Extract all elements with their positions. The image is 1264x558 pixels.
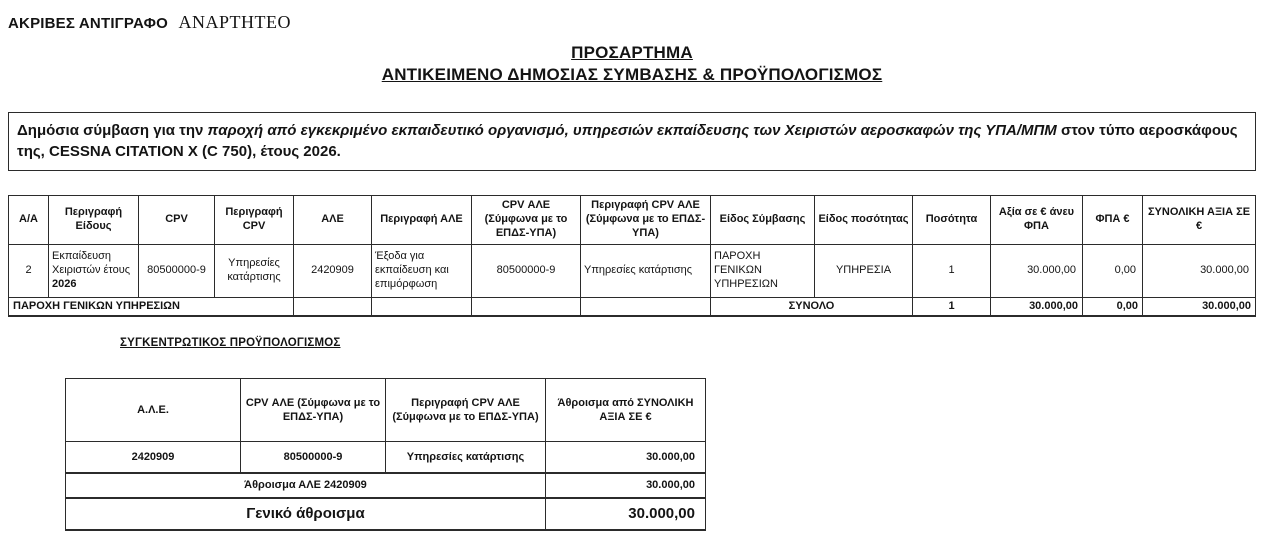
cell-vat: 0,00 — [1083, 245, 1143, 298]
summary-grand-total-amount: 30.000,00 — [546, 498, 706, 530]
cell-ale-description: Έξοδα για εκπαίδευση και επιμόρφωση — [372, 245, 472, 298]
table-total-row — [9, 298, 1256, 317]
contract-text-end: στον τύπο αεροσκάφους της, CESSNA CITATION X (C 750), έτους 2026. — [17, 122, 1238, 160]
exact-copy-stamp: ΑΚΡΙΒΕΣ ΑΝΤΙΓΡΑΦΟ — [8, 15, 168, 32]
total-row-value-ex-vat: 30.000,00 — [991, 298, 1083, 317]
document-title: ΠΡΟΣΑΡΤΗΜΑ — [571, 43, 693, 62]
col-header-quantity: Ποσότητα — [913, 196, 991, 245]
cell-contract-type: ΠΑΡΟΧΗ ΓΕΝΙΚΩΝ ΥΠΗΡΕΣΙΩΝ — [711, 245, 815, 298]
total-row-total-value: 30.000,00 — [1143, 298, 1256, 317]
cell-value-ex-vat: 30.000,00 — [991, 245, 1083, 298]
summary-col-header-cpv-ale: CPV ΑΛΕ (Σύμφωνα με το ΕΠΔΣ-ΥΠΑ) — [241, 379, 386, 442]
col-header-vat: ΦΠΑ € — [1083, 196, 1143, 245]
summary-col-header-total-amount: Άθροισμα από ΣΥΝΟΛΙΚΗ ΑΞΙΑ ΣΕ € — [546, 379, 706, 442]
document-titles — [0, 42, 1264, 86]
cell-ale: 2420909 — [294, 245, 372, 298]
total-row-empty-cpv-ale — [472, 298, 581, 317]
cell-cpv-description: Υπηρεσίες κατάρτισης — [215, 245, 294, 298]
total-row-empty-ale — [294, 298, 372, 317]
col-header-cpv-ale-description: Περιγραφή CPV ΑΛΕ (Σύμφωνα με το ΕΠΔΣ-ΥΠΑ) — [581, 196, 711, 245]
summary-grand-total-row — [66, 498, 706, 530]
total-row-vat: 0,00 — [1083, 298, 1143, 317]
summary-cell-cpv-ale-description: Υπηρεσίες κατάρτισης — [386, 442, 546, 474]
summary-data-row — [66, 442, 706, 474]
summary-subtotal-label: Άθροισμα ΑΛΕ 2420909 — [66, 473, 546, 498]
total-row-sum-label: ΣΥΝΟΛΟ — [711, 298, 913, 317]
contract-text-italic: παροχή από εγκεκριμένο εκπαιδευτικό οργανισμό, υπηρεσιών εκπαίδευσης των Χειριστών αεροσκαφών της ΥΠΑ/ΜΠΜ — [207, 122, 1057, 139]
col-header-quantity-type: Είδος ποσότητας — [815, 196, 913, 245]
document-subtitle: ΑΝΤΙΚΕΙΜΕΝΟ ΔΗΜΟΣΙΑΣ ΣΥΜΒΑΣΗΣ & ΠΡΟΫΠΟΛΟΓΙΣΜΟΣ — [381, 65, 883, 84]
summary-col-header-ale: Α.Λ.Ε. — [66, 379, 241, 442]
summary-grand-total-label: Γενικό άθροισμα — [66, 498, 546, 530]
summary-subtotal-row — [66, 473, 706, 498]
summary-subtotal-amount: 30.000,00 — [546, 473, 706, 498]
summary-budget-title: ΣΥΓΚΕΝΤΡΩΤΙΚΟΣ ΠΡΟΫΠΟΛΟΓΙΣΜΟΣ — [120, 337, 341, 349]
main-table-header-row — [9, 196, 1256, 245]
col-header-ale-description: Περιγραφή ΑΛΕ — [372, 196, 472, 245]
total-row-category-label: ΠΑΡΟΧΗ ΓΕΝΙΚΩΝ ΥΠΗΡΕΣΙΩΝ — [9, 298, 294, 317]
col-header-cpv-description: Περιγραφή CPV — [215, 196, 294, 245]
col-header-total-value: ΣΥΝΟΛΙΚΗ ΑΞΙΑ ΣΕ € — [1143, 196, 1256, 245]
total-row-quantity: 1 — [913, 298, 991, 317]
summary-cell-cpv-ale: 80500000-9 — [241, 442, 386, 474]
cell-cpv-ale-description: Υπηρεσίες κατάρτισης — [581, 245, 711, 298]
table-row — [9, 245, 1256, 298]
contract-items-table — [8, 195, 1256, 317]
cell-quantity-type: ΥΠΗΡΕΣΙΑ — [815, 245, 913, 298]
col-header-item-description: Περιγραφή Είδους — [49, 196, 139, 245]
total-row-empty-cpv-ale-desc — [581, 298, 711, 317]
summary-cell-ale: 2420909 — [66, 442, 241, 474]
col-header-cpv-ale: CPV ΑΛΕ (Σύμφωνα με το ΕΠΔΣ-ΥΠΑ) — [472, 196, 581, 245]
item-description-year: 2026 — [52, 277, 77, 290]
cell-quantity: 1 — [913, 245, 991, 298]
cell-cpv-ale: 80500000-9 — [472, 245, 581, 298]
summary-col-header-cpv-ale-description: Περιγραφή CPV ΑΛΕ (Σύμφωνα με το ΕΠΔΣ-ΥΠΑ) — [386, 379, 546, 442]
col-header-aa: Α/Α — [9, 196, 49, 245]
copy-stamp — [8, 12, 291, 33]
contract-text-start: Δημόσια σύμβαση για την — [17, 122, 208, 139]
item-description-text: Εκπαίδευση Χειριστών έτους — [52, 250, 131, 277]
col-header-cpv: CPV — [139, 196, 215, 245]
col-header-value-ex-vat: Αξία σε € άνευ ΦΠΑ — [991, 196, 1083, 245]
cell-total-value: 30.000,00 — [1143, 245, 1256, 298]
col-header-ale: ΑΛΕ — [294, 196, 372, 245]
contract-description-box — [8, 112, 1256, 171]
summary-cell-amount: 30.000,00 — [546, 442, 706, 474]
summary-budget-table — [65, 378, 706, 531]
cell-cpv: 80500000-9 — [139, 245, 215, 298]
col-header-contract-type: Είδος Σύμβασης — [711, 196, 815, 245]
total-row-empty-ale-desc — [372, 298, 472, 317]
cell-aa: 2 — [9, 245, 49, 298]
summary-header-row — [66, 379, 706, 442]
anartiteo-stamp: ΑΝΑΡΤΗΤΕΟ — [178, 12, 291, 32]
cell-item-description — [49, 245, 139, 298]
